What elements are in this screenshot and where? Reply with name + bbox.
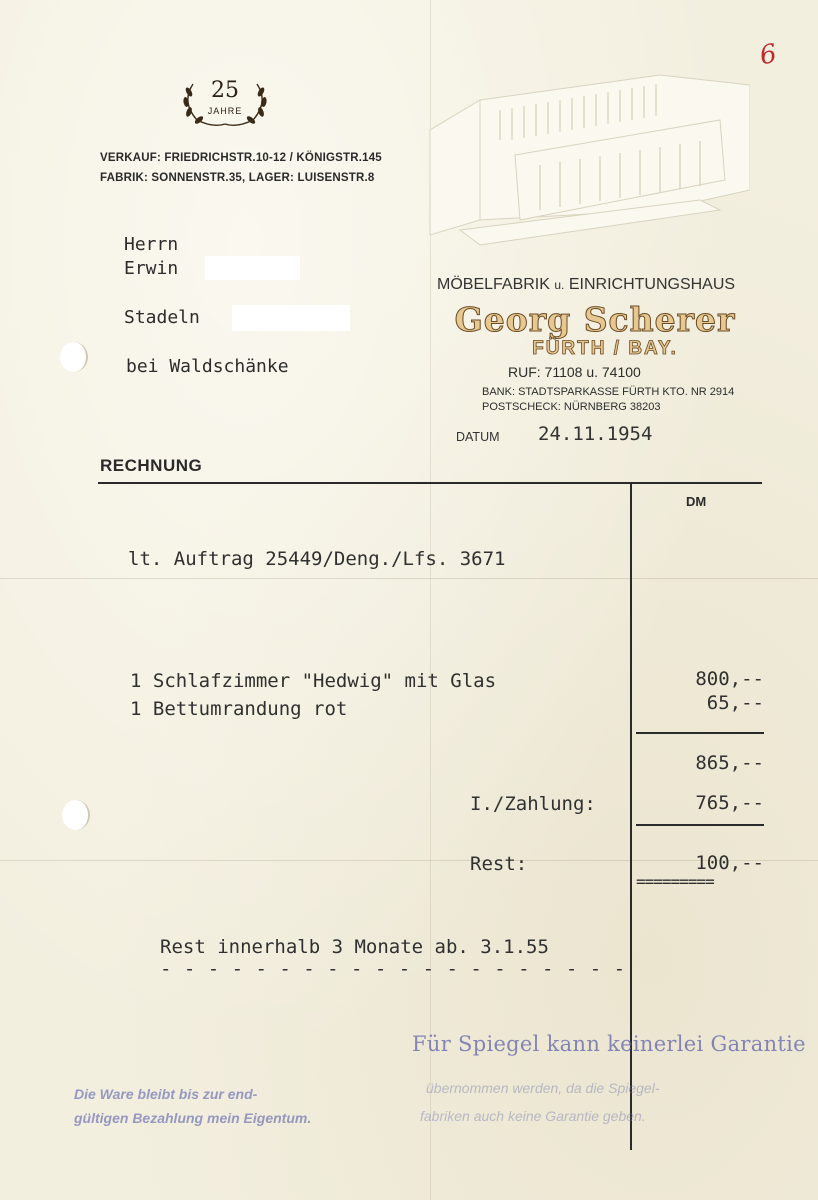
anniversary-label: JAHRE (207, 106, 243, 116)
payment-rule (636, 824, 764, 826)
rest-label: Rest: (470, 853, 528, 875)
address-line: FABRIK: SONNENSTR.35, LAGER: LUISENSTR.8 (100, 172, 375, 184)
recipient-town: Stadeln (124, 307, 200, 328)
double-underline: ========= (636, 872, 714, 891)
bank-details: BANK: STADTSPARKASSE FÜRTH KTO. NR 2914 (482, 386, 735, 398)
mirror-warranty-stamp: Für Spiegel kann keinerlei Garantie (412, 1032, 806, 1056)
punch-hole (62, 800, 90, 830)
ownership-stamp-line: Die Ware bleibt bis zur end- (74, 1086, 258, 1102)
currency-header: DM (686, 494, 707, 509)
company-phone: RUF: 71108 u. 74100 (508, 364, 641, 380)
date-label: DATUM (456, 430, 500, 444)
company-name: Georg Scherer (454, 300, 736, 339)
postscheck-details: POSTSCHECK: NÜRNBERG 38203 (482, 401, 661, 413)
line-item-description: 1 Schlafzimmer "Hedwig" mit Glas (130, 670, 497, 692)
payment-label: I./Zahlung: (470, 793, 596, 815)
subtotal-amount: 865,-- (695, 752, 764, 774)
company-city: FÜRTH / BAY. (532, 338, 678, 359)
line-item-amount: 65,-- (706, 692, 764, 714)
order-reference: lt. Auftrag 25449/Deng./Lfs. 3671 (128, 548, 506, 570)
date-value: 24.11.1954 (538, 423, 653, 445)
recipient-first-name: Erwin (124, 258, 179, 279)
paper-fold (0, 578, 818, 579)
subtotal-rule (636, 732, 764, 734)
anniversary-number: 25 (211, 78, 239, 103)
invoice-title: RECHNUNG (100, 456, 203, 475)
table-top-rule (98, 482, 762, 484)
company-type-a: MÖBELFABRIK (437, 276, 550, 293)
punch-hole (60, 342, 88, 372)
line-item-amount: 800,-- (695, 668, 764, 690)
faded-stamp-line: fabriken auch keine Garantie geben. (420, 1108, 646, 1124)
ownership-stamp-line: gültigen Bezahlung mein Eigentum. (74, 1110, 312, 1126)
line-item-description: 1 Bettumrandung rot (130, 698, 348, 720)
address-line: VERKAUF: FRIEDRICHSTR.10-12 / KÖNIGSTR.145 (100, 152, 382, 164)
company-type-conj: u. (554, 278, 565, 292)
payment-amount: 765,-- (695, 792, 764, 814)
redaction-box (205, 256, 300, 280)
recipient-locality: bei Waldschänke (126, 356, 289, 377)
note-underline: - - - - - - - - - - - - - - - - - - - - (160, 958, 626, 980)
redaction-box (232, 305, 350, 331)
factory-building-illustration (420, 60, 750, 250)
company-type (437, 276, 735, 294)
faded-stamp-line: übernommen werden, da die Spiegel- (426, 1080, 660, 1096)
company-type-b: EINRICHTUNGSHAUS (568, 276, 736, 293)
rest-amount: 100,-- (695, 852, 764, 874)
recipient-salutation: Herrn (124, 234, 179, 255)
anniversary-emblem (175, 76, 275, 130)
payment-note: Rest innerhalb 3 Monate ab. 3.1.55 (160, 936, 549, 958)
handwritten-mark: 6 (757, 38, 780, 72)
